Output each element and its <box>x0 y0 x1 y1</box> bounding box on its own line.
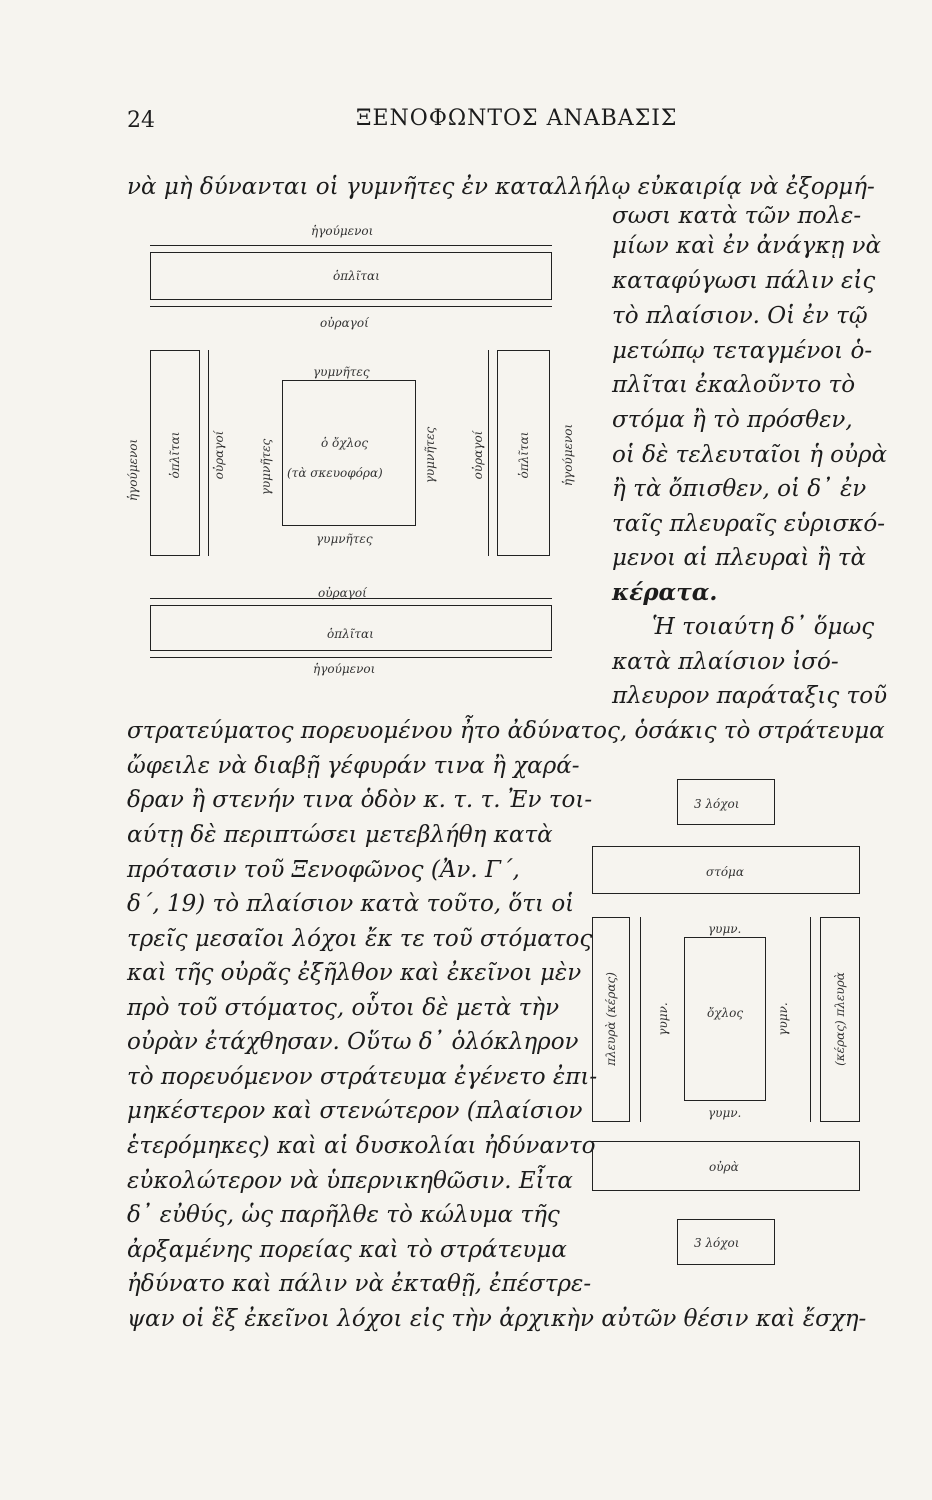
diagram1-top-leaders: ἡγούμενοι <box>311 224 374 238</box>
text-line: σωσι κατὰ τῶν πολε- <box>612 203 862 229</box>
diagram1-right-hoplites: ὁπλῖται <box>517 431 531 479</box>
diagram1-left-light: γυμνῆτες <box>259 438 273 496</box>
text-line: ὤφειλε νὰ διαβῇ γέφυράν τινα ἢ χαρά- <box>127 753 580 779</box>
diagram2-top-light: γυμν. <box>708 922 742 936</box>
diagram1-center-baggage: (τὰ σκευοφόρα) <box>287 466 383 480</box>
diagram1-inner-bottom: γυμνῆτες <box>316 532 373 546</box>
diagram1-bottom-rear: οὐραγοί <box>318 586 367 600</box>
text-line: πρότασιν τοῦ Ξενοφῶνος (Ἀν. Γ΄, <box>127 857 520 883</box>
text-line: νὰ μὴ δύνανται οἱ γυμνῆτες ἐν καταλλήλῳ εὐκαιρίᾳ νὰ ἐξορμή- <box>127 174 875 200</box>
diagram1-inner-top: γυμνῆτες <box>313 365 370 379</box>
diagram2-right-side: (κέρας) πλευρὰ <box>833 972 847 1066</box>
diagram2-right-light: γυμν. <box>776 1002 790 1036</box>
diagram1-center-crowd: ὁ ὄχλος <box>321 436 369 450</box>
text-line: εὐκολώτερον νὰ ὑπερνικηθῶσιν. Εἶτα <box>127 1168 573 1194</box>
text-line: ἀρξαμένης πορείας καὶ τὸ στράτευμα <box>127 1237 567 1263</box>
text-line: τὸ πλαίσιον. Οἱ ἐν τῷ <box>612 303 868 329</box>
text-line: αύτῃ δὲ περιπτώσει μετεβλήθη κατὰ <box>127 822 553 848</box>
text-line: μηκέστερον καὶ στενώτερον (πλαίσιον <box>127 1098 583 1124</box>
diagram1-left-rear: οὐραγοί <box>212 430 226 480</box>
text-line: οἱ δὲ τελευταῖοι ἡ οὐρὰ <box>612 442 888 468</box>
left-light-line <box>640 917 641 1122</box>
text-line: δ΄, 19) τὸ πλαίσιον κατὰ τοῦτο, ὅτι οἱ <box>127 891 575 917</box>
crowd-box <box>282 380 416 526</box>
rear-line-top <box>150 306 552 307</box>
text-line: καταφύγωσι πάλιν εἰς <box>612 268 876 294</box>
page-number: 24 <box>127 108 155 133</box>
diagram1-left-hoplites: ὁπλῖται <box>168 431 182 479</box>
diagram1-top-hoplites: ὁπλῖται <box>333 269 380 283</box>
text-line: ἑτερόμηκες) καὶ αἱ δυσκολίαι ἠδύναντο <box>127 1133 596 1159</box>
text-line: μενοι αἱ πλευραὶ ἢ τὰ <box>612 545 867 571</box>
text-line: Ἡ τοιαύτη δ᾽ ὅμως <box>652 614 875 640</box>
diagram1-bottom-leaders: ἡγούμενοι <box>313 662 376 676</box>
diagram1-right-light: γυμνῆτες <box>423 426 437 484</box>
diagram2-left-light: γυμν. <box>656 1002 670 1036</box>
text-line: τὸ πορευόμενον στράτευμα ἐγένετο ἐπι- <box>127 1064 598 1090</box>
text-line: ψαν οἱ ἓξ ἐκεῖνοι λόχοι εἰς τὴν ἀρχικὴν αὐτῶν θέσιν καὶ ἔσχη- <box>127 1306 867 1332</box>
text-line: μίων καὶ ἐν ἀνάγκῃ νὰ <box>612 233 882 259</box>
diagram1-right-rear: οὐραγοί <box>471 430 485 480</box>
left-rear-line <box>208 350 209 556</box>
text-line: ταῖς πλευραῖς εὑρισκό- <box>612 511 886 537</box>
text-line: κέρατα. <box>612 579 718 606</box>
rear-line-bottom <box>150 598 552 599</box>
diagram1-bottom-hoplites: ὁπλῖται <box>327 627 374 641</box>
diagram2-left-side: πλευρὰ (κέρας) <box>604 972 618 1066</box>
diagram2-rear-companies: 3 λόχοι <box>694 1236 740 1250</box>
text-line: μετώπῳ τεταγμένοι ὁ- <box>612 338 873 364</box>
text-line: στρατεύματος πορευομένου ἦτο ἀδύνατος, ὁσάκις τὸ στράτευμα <box>127 718 885 744</box>
diagram2-front: στόμα <box>706 865 744 879</box>
diagram2-front-companies: 3 λόχοι <box>694 797 740 811</box>
text-line: καὶ τῆς οὐρᾶς ἐξῆλθον καὶ ἐκεῖνοι μὲν <box>127 960 582 986</box>
text-line: πλῖται ἐκαλοῦντο τὸ <box>612 372 856 398</box>
leaders-line-bottom <box>150 657 552 658</box>
diagram2-rear: οὐρὰ <box>709 1160 739 1174</box>
diagram2-center: ὄχλος <box>707 1006 744 1020</box>
right-light-line <box>810 917 811 1122</box>
diagram1-left-leaders: ἡγούμενοι <box>126 438 140 502</box>
running-title: ΞΕΝΟΦΩΝΤΟΣ ΑΝΑΒΑΣΙΣ <box>356 106 678 131</box>
diagram1-right-leaders: ἡγούμενοι <box>561 423 575 487</box>
text-line: στόμα ἢ τὸ πρόσθεν, <box>612 407 853 433</box>
leaders-line-top <box>150 245 552 246</box>
text-line: δ᾽ εὐθύς, ὡς παρῆλθε τὸ κώλυμα τῆς <box>127 1202 560 1228</box>
text-line: κατὰ πλαίσιον ἰσό- <box>612 649 839 675</box>
text-line: πρὸ τοῦ στόματος, οὗτοι δὲ μετὰ τὴν <box>127 995 560 1021</box>
text-line: τρεῖς μεσαῖοι λόχοι ἔκ τε τοῦ στόματος <box>127 926 593 952</box>
diagram1-top-rear: οὐραγοί <box>320 316 369 330</box>
diagram2-bottom-light: γυμν. <box>708 1106 742 1120</box>
text-line: δραν ἢ στενήν τινα ὁδὸν κ. τ. τ. Ἐν τοι- <box>127 787 593 813</box>
text-line: πλευρον παράταξις τοῦ <box>612 683 888 709</box>
text-line: ἠδύνατο καὶ πάλιν νὰ ἐκταθῇ, ἐπέστρε- <box>127 1271 592 1297</box>
text-line: οὐρὰν ἐτάχθησαν. Οὕτω δ᾽ ὁλόκληρον <box>127 1029 579 1055</box>
right-rear-line <box>488 350 489 556</box>
text-line: ἢ τὰ ὄπισθεν, οἱ δ᾽ ἐν <box>612 476 867 502</box>
